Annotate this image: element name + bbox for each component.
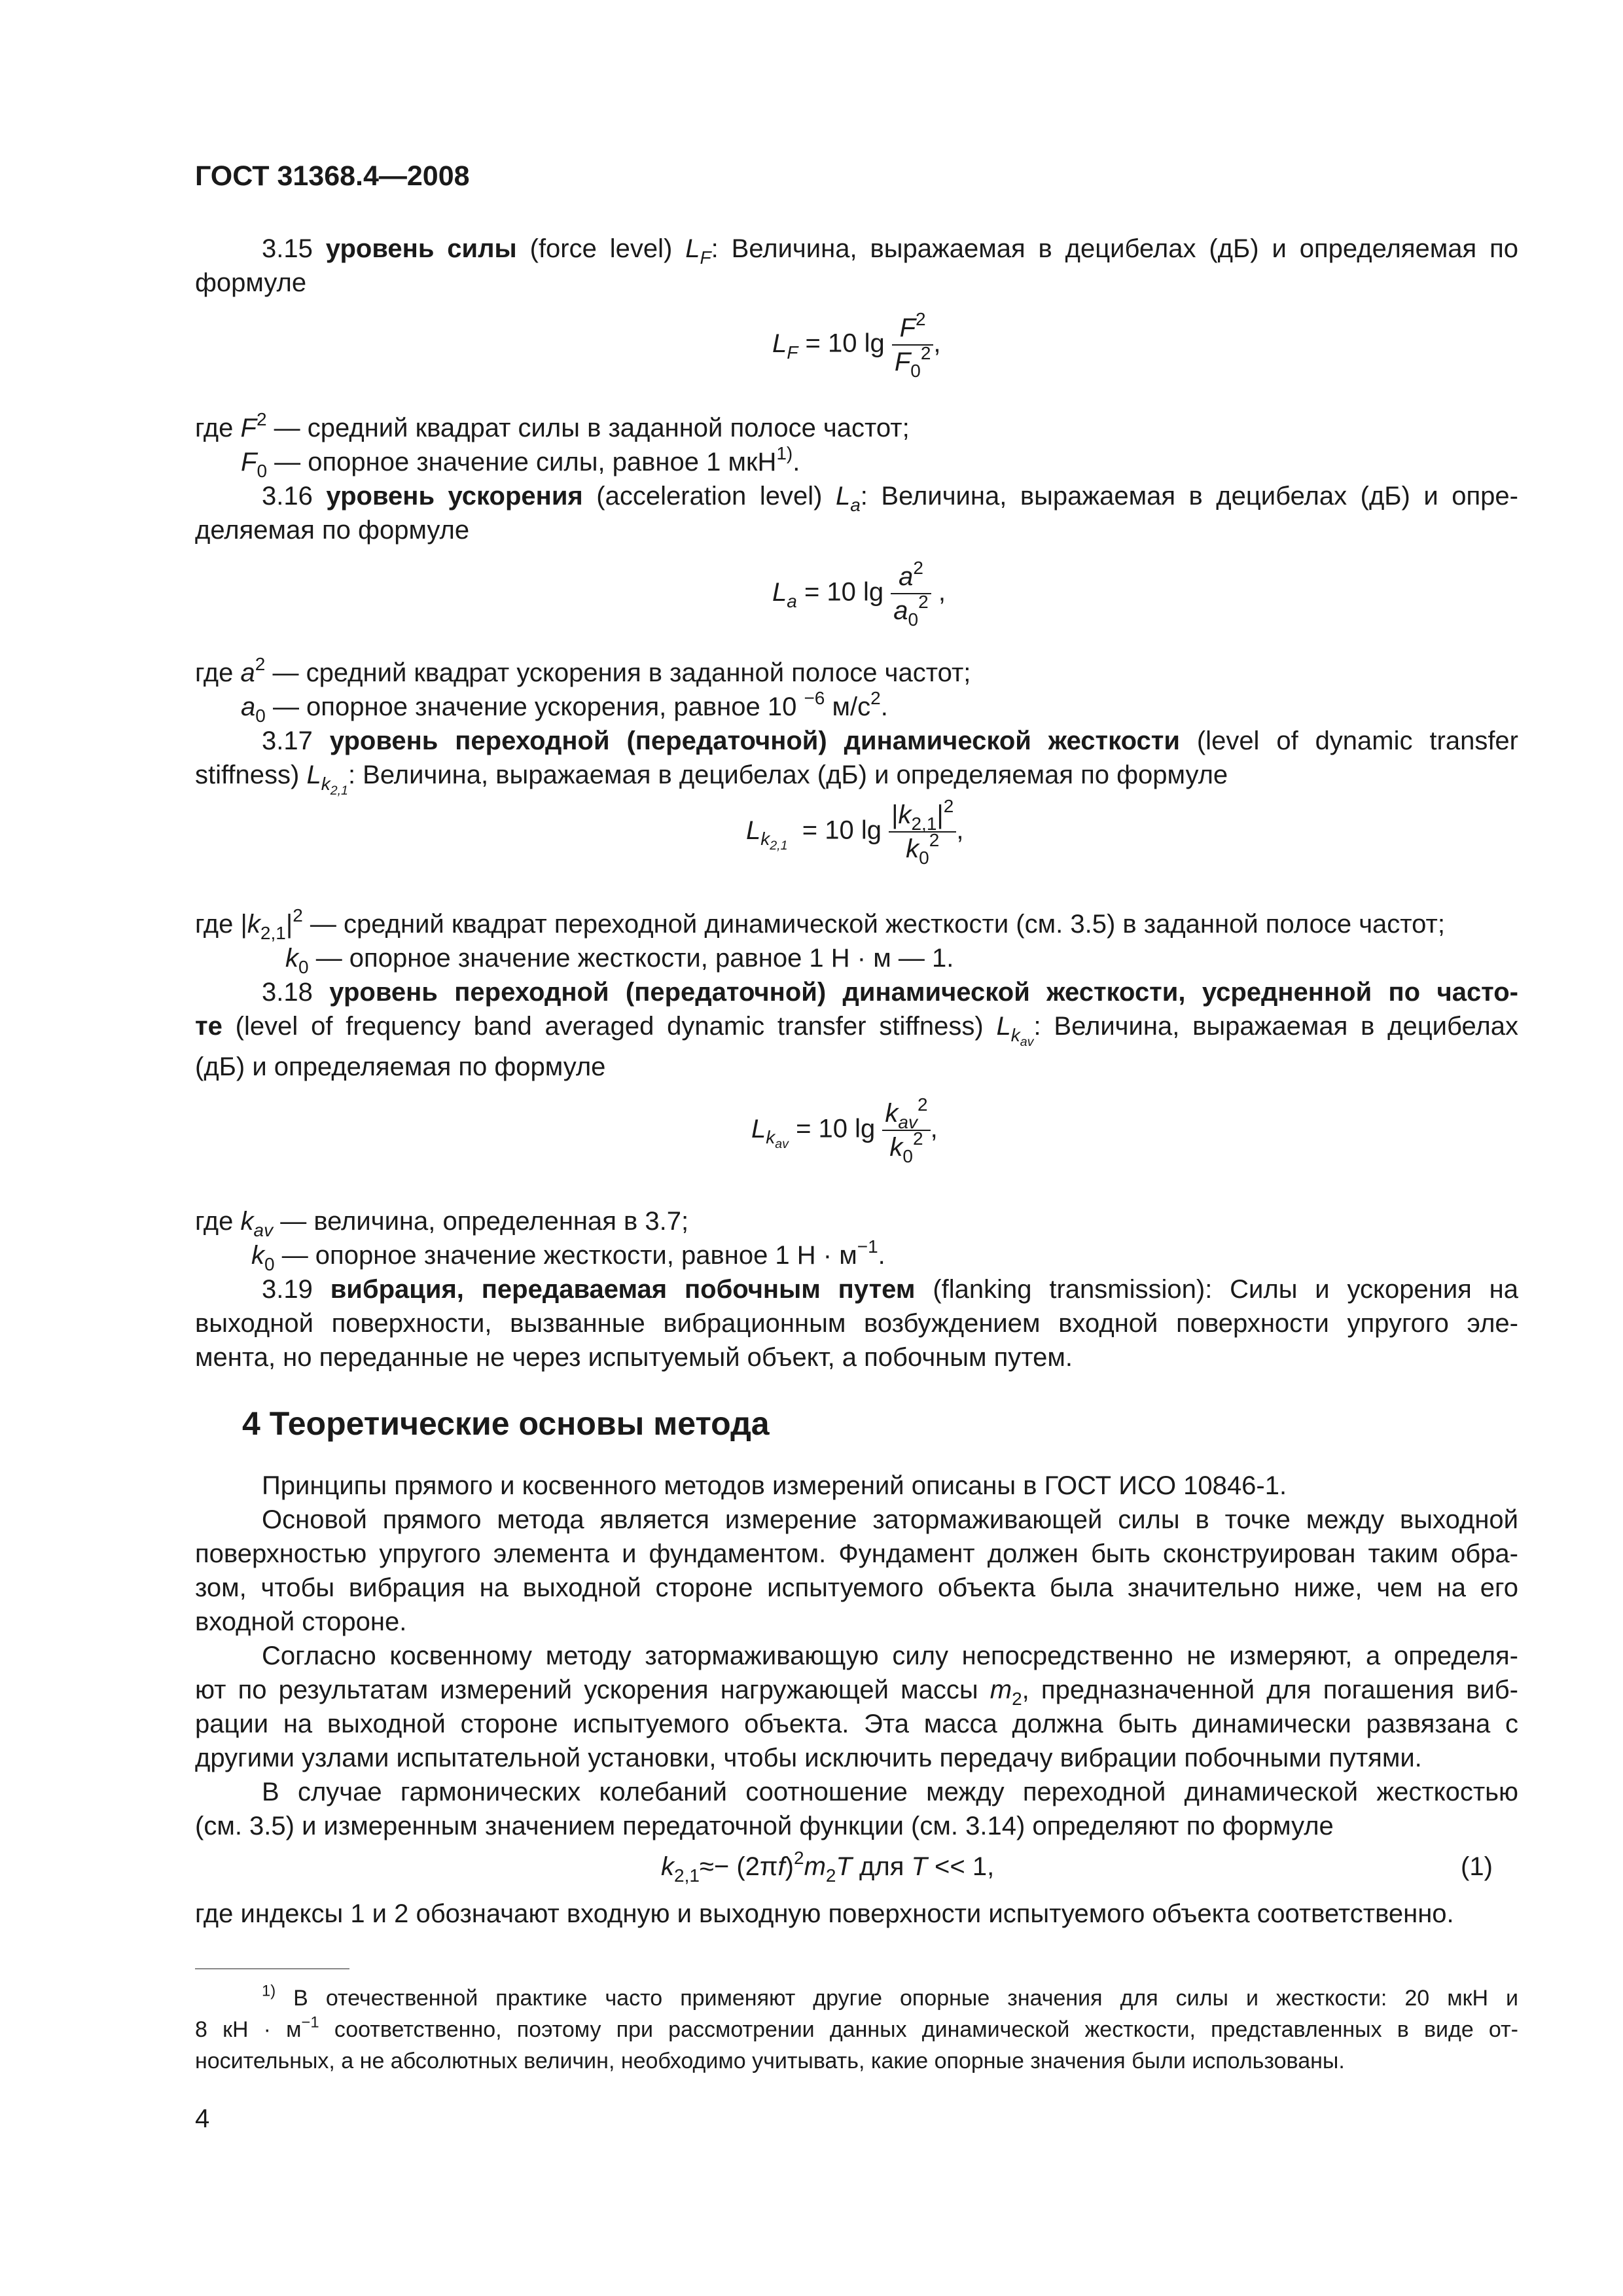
page-number: 4: [195, 2104, 210, 2133]
term-3-15-line2: формуле: [195, 268, 307, 297]
section-4-para-1: Принципы прямого и косвенного методов измерений описаны в ГОСТ ИСО 10846-1.: [262, 1471, 1287, 1500]
section-4-heading: 4 Теоретические основы метода: [242, 1405, 770, 1442]
term-3-17-line1: 3.17 уровень переходной (передаточной) динамической жесткости (level of dynamic transfer: [262, 726, 1518, 755]
section-4-para-3-line4: другими узлами испытательной установки, чтобы исключить передачу вибрации побочными путями.: [195, 1744, 1422, 1772]
footnote-separator: [195, 1968, 349, 1969]
formula-acceleration-level: $L_a = 10$ lg $\frac{a^2}{a_0^2}$ ,: [772, 558, 946, 630]
term-3-18-where2: $k_0$ — опорное значение жесткости, равное 1 $Н \cdot м^{-1}$.: [251, 1236, 885, 1274]
term-3-17-where1: где $|k_{2,1}|^2$ — средний квадрат переходной динамической жесткости (см. 3.5) в заданной полосе частот;: [195, 905, 1445, 943]
term-3-18-where1: где $k_{av}$ — величина, определенная в 3.7;: [195, 1207, 689, 1240]
term-3-16-line2: деляемая по формуле: [195, 516, 470, 545]
term-3-15-where2: $F_0$ — опорное значение силы, равное 1 мкН$^{1)}$.: [241, 443, 800, 481]
term-3-18-line1: 3.18 уровень переходной (передаточной) динамической жесткости, усредненной по часто-: [262, 978, 1519, 1007]
section-4-para-2-line2: поверхностью упругого элемента и фундаментом. Фундамент должен быть сконструирован таким обра-: [195, 1539, 1518, 1568]
term-3-17-where2: $k_0$ — опорное значение жесткости, равное 1 Н · м — 1.: [285, 944, 954, 977]
term-3-15-line1: 3.15 уровень силы (force level) $L_F$: Величина, выражаемая в децибелах (дБ) и определяемая по: [262, 234, 1518, 268]
section-4-para-2-line1: Основой прямого метода является измерение затормаживающей силы в точке между выходной: [262, 1505, 1518, 1534]
term-3-19-line1: 3.19 вибрация, передаваемая побочным путем (flanking transmission): Силы и ускорения на: [262, 1275, 1518, 1304]
term-3-18-line3: (дБ) и определяемая по формуле: [195, 1052, 606, 1081]
term-3-16-line1: 3.16 уровень ускорения (acceleration level) $L_a$: Величина, выражаемая в децибелах (дБ) и опре-: [262, 482, 1518, 515]
section-4-para-3-line3: рации на выходной стороне испытуемого объекта. Эта масса должна быть динамически развязана с: [195, 1710, 1518, 1738]
formula-1: $k_{2,1}\approx- (2\pi f)^2m_2T$ для T << 1,: [661, 1848, 995, 1886]
footnote-line2: 8 кН · $м^{-1}$ соответственно, поэтому при рассмотрении данных динамической жесткости, представленных в виде от-: [195, 2013, 1518, 2042]
term-3-16-where1: где $a^2$ — средний квадрат ускорения в заданной полосе частот;: [195, 654, 971, 687]
term-3-19-line3: мента, но переданные не через испытуемый объект, а побочным путем.: [195, 1343, 1073, 1372]
footnote-line1: $^{1)}$ В отечественной практике часто применяют другие опорные значения для силы и жесткости: 20 мкН и: [262, 1982, 1518, 2011]
formula-dynamic-stiffness-level: $L_{k_{2,1}} = 10$ lg $\frac{|k_{2,1}|^2}{k_0^2}$ ,: [746, 796, 964, 868]
term-3-17-line2: stiffness) $L_{k_{2,1}}$: Величина, выражаемая в децибелах (дБ) и определяемая по формуле: [195, 761, 1228, 798]
formula-force-level: $L_F = 10$ lg $\frac{F^2}{F_0^2}$ ,: [772, 309, 941, 381]
term-3-18-line2: те (level of frequency band averaged dynamic transfer stiffness) $L_{k_{av}}$: Величина, выражаемая в децибелах: [195, 1012, 1518, 1049]
formula-1-number: (1): [1461, 1852, 1493, 1881]
section-4-para-3-line1: Согласно косвенному методу затормаживающую силу непосредственно не измеряют, а определя-: [262, 1641, 1518, 1670]
formula-averaged-stiffness-level: $L_{k_{av}} = 10$ lg $\frac{k_{av}^2}{k_0^2}$ ,: [751, 1094, 938, 1166]
section-4-para-4-line2: (см. 3.5) и измеренным значением передаточной функции (см. 3.14) определяют по формуле: [195, 1812, 1334, 1840]
section-4-para-2-line4: входной стороне.: [195, 1607, 407, 1636]
term-3-19-line2: выходной поверхности, вызванные вибрационным возбуждением входной поверхности упругого эле-: [195, 1309, 1518, 1338]
section-4-para-5: где индексы 1 и 2 обозначают входную и выходную поверхности испытуемого объекта соответственно.: [195, 1899, 1454, 1928]
term-3-15-where1: где $F^2$ — средний квадрат силы в заданной полосе частот;: [195, 409, 910, 442]
section-4-para-3-line2: ют по результатам измерений ускорения нагружающей массы $m_2$, предназначенной для погашения виб-: [195, 1676, 1518, 1709]
term-3-16-where2: $a_0$ — опорное значение ускорения, равное 10 $^{-6}$ $м/с^2$.: [241, 688, 888, 726]
footnote-line3: носительных, а не абсолютных величин, необходимо учитывать, какие опорные значения были использованы.: [195, 2049, 1345, 2073]
doc-header: ГОСТ 31368.4—2008: [195, 160, 470, 192]
section-4-para-4-line1: В случае гармонических колебаний соотношение между переходной динамической жесткостью: [262, 1778, 1518, 1806]
section-4-para-2-line3: зом, чтобы вибрация на выходной стороне испытуемого объекта была значительно ниже, чем на его: [195, 1573, 1518, 1602]
